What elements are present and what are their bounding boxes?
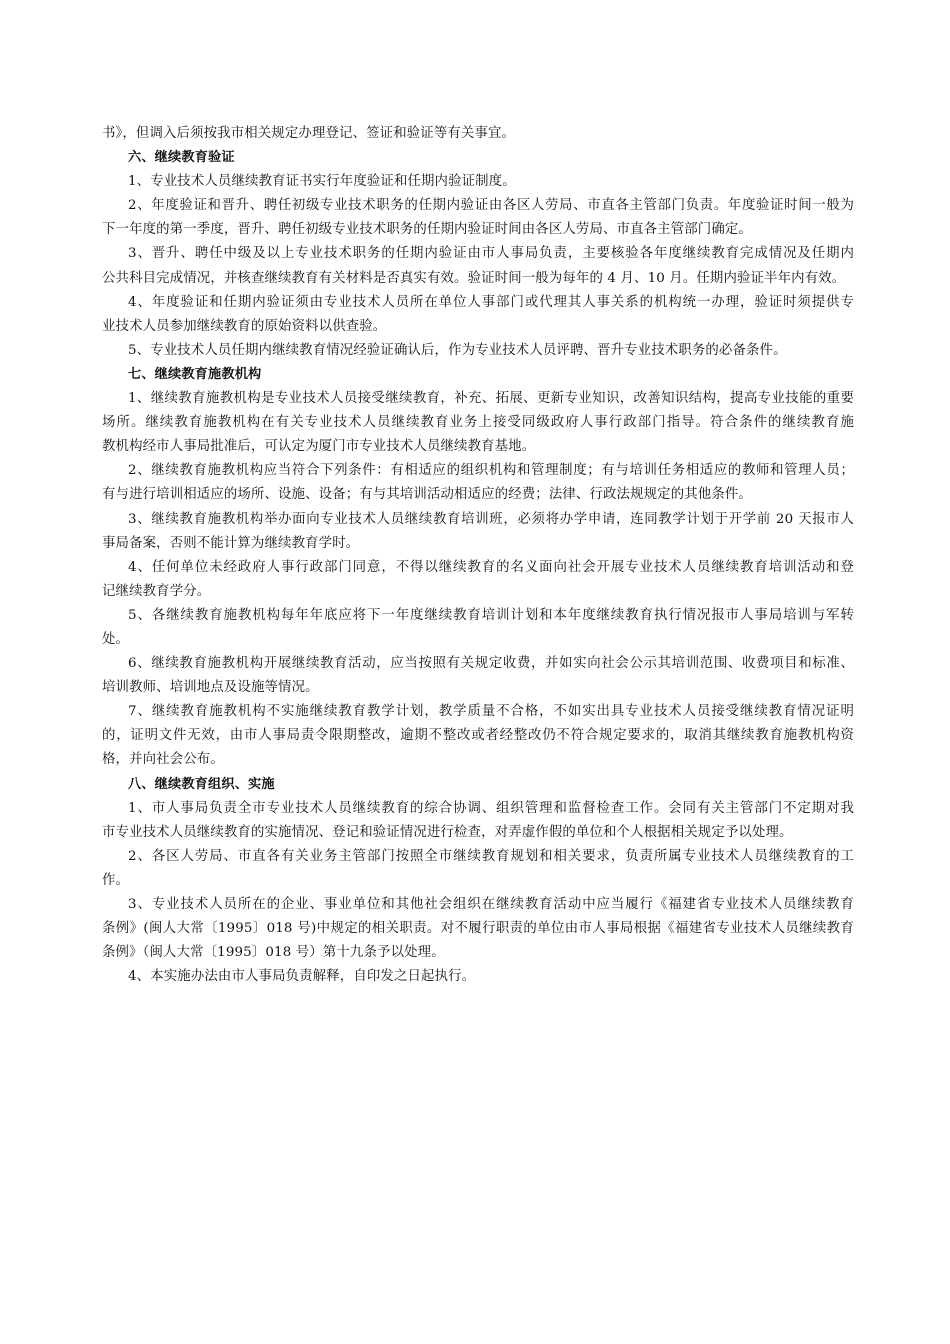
paragraph-line: 1、市人事局负责全市专业技术人员继续教育的综合协调、组织管理和监督检查工作。会同有关主管部门不定期对我: [128, 800, 854, 816]
paragraph-line: 5、专业技术人员任期内继续教育情况经验证确认后，作为专业技术人员评聘、晋升专业技术职务的必备条件。: [128, 342, 787, 358]
paragraph-line: 记继续教育学分。: [102, 583, 211, 599]
paragraph-line: 7、继续教育施教机构不实施继续教育教学计划，教学质量不合格，不如实出具专业技术人员接受继续教育情况证明: [128, 704, 854, 720]
paragraph-line: 3、继续教育施教机构举办面向专业技术人员继续教育培训班，必须将办学申请，连同教学计划于开学前 20 天报市人: [128, 511, 854, 527]
paragraph-line: 2、各区人劳局、市直各有关业务主管部门按照全市继续教育规划和相关要求，负责所属专业技术人员继续教育的工: [128, 848, 854, 864]
paragraph-line: 格，并向社会公布。: [102, 752, 224, 768]
paragraph-line: 公共科目完成情况，并核查继续教育有关材料是否真实有效。验证时间一般为每年的 4 月、10 月。任期内验证半年内有效。: [102, 270, 846, 286]
section-heading: 六、继续教育验证: [128, 150, 235, 166]
paragraph-line: 下一年度的第一季度，晋升、聘任初级专业技术职务的任期内验证时间由各区人劳局、市直各主管部门确定。: [102, 222, 752, 238]
paragraph-line: 2、继续教育施教机构应当符合下列条件：有相适应的组织机构和管理制度；有与培训任务相适应的教师和管理人员；: [128, 463, 854, 479]
document-body: [102, 122, 854, 989]
paragraph-line: 5、各继续教育施教机构每年年底应将下一年度继续教育培训计划和本年度继续教育执行情况报市人事局培训与军转: [128, 607, 854, 623]
paragraph-line: 有与进行培训相适应的场所、设施、设备；有与其培训活动相适应的经费；法律、行政法规规定的其他条件。: [102, 487, 752, 503]
paragraph-line: 培训教师、培训地点及设施等情况。: [102, 680, 319, 696]
paragraph-line: 场所。继续教育施教机构在有关专业技术人员继续教育业务上接受同级政府人事行政部门指导。符合条件的继续教育施: [102, 415, 854, 431]
paragraph-line: 2、年度验证和晋升、聘任初级专业技术职务的任期内验证由各区人劳局、市直各主管部门负责。年度验证时间一般为: [128, 198, 854, 214]
paragraph-line: 4、年度验证和任期内验证须由专业技术人员所在单位人事部门或代理其人事关系的机构统一办理，验证时须提供专: [128, 294, 854, 310]
paragraph-line: 市专业技术人员继续教育的实施情况、登记和验证情况进行检查，对弄虚作假的单位和个人根据相关规定予以处理。: [102, 824, 793, 840]
paragraph-line: 条例》(闽人大常〔1995〕018 号)中规定的相关职责。对不履行职责的单位由市人事局根据《福建省专业技术人员继续教育: [102, 921, 854, 937]
paragraph-line: 处。: [102, 631, 130, 647]
section-heading: 七、继续教育施教机构: [128, 366, 262, 382]
paragraph-line: 条例》（闽人大常〔1995〕018 号）第十九条予以处理。: [102, 945, 445, 961]
paragraph-line: 6、继续教育施教机构开展继续教育活动，应当按照有关规定收费，并如实向社会公示其培训范围、收费项目和标准、: [128, 656, 854, 672]
paragraph-line: 1、专业技术人员继续教育证书实行年度验证和任期内验证制度。: [128, 174, 516, 190]
section-heading: 八、继续教育组织、实施: [128, 776, 275, 792]
paragraph-line: 书》，但调入后须按我市相关规定办理登记、签证和验证等有关事宜。: [102, 126, 516, 141]
paragraph-line: 业技术人员参加继续教育的原始资料以供查验。: [102, 318, 387, 334]
paragraph-line: 事局备案，否则不能计算为继续教育学时。: [102, 535, 360, 551]
paragraph-line: 4、任何单位未经政府人事行政部门同意，不得以继续教育的名义面向社会开展专业技术人员继续教育培训活动和登: [128, 559, 854, 575]
paragraph-line: 3、晋升、聘任中级及以上专业技术职务的任期内验证由市人事局负责，主要核验各年度继续教育完成情况及任期内: [128, 246, 854, 262]
paragraph-line: 4、本实施办法由市人事局负责解释，自印发之日起执行。: [128, 969, 476, 985]
paragraph-line: 1、继续教育施教机构是专业技术人员接受继续教育，补充、拓展、更新专业知识，改善知识结构，提高专业技能的重要: [128, 391, 854, 407]
paragraph-line: 教机构经市人事局批准后，可认定为厦门市专业技术人员继续教育基地。: [102, 439, 536, 455]
paragraph-line: 的，证明文件无效，由市人事局责令限期整改，逾期不整改或者经整改仍不符合规定要求的，取消其继续教育施教机构资: [102, 728, 854, 744]
paragraph-line: 3、专业技术人员所在的企业、事业单位和其他社会组织在继续教育活动中应当履行《福建省专业技术人员继续教育: [128, 897, 854, 912]
paragraph-line: 作。: [102, 872, 130, 888]
